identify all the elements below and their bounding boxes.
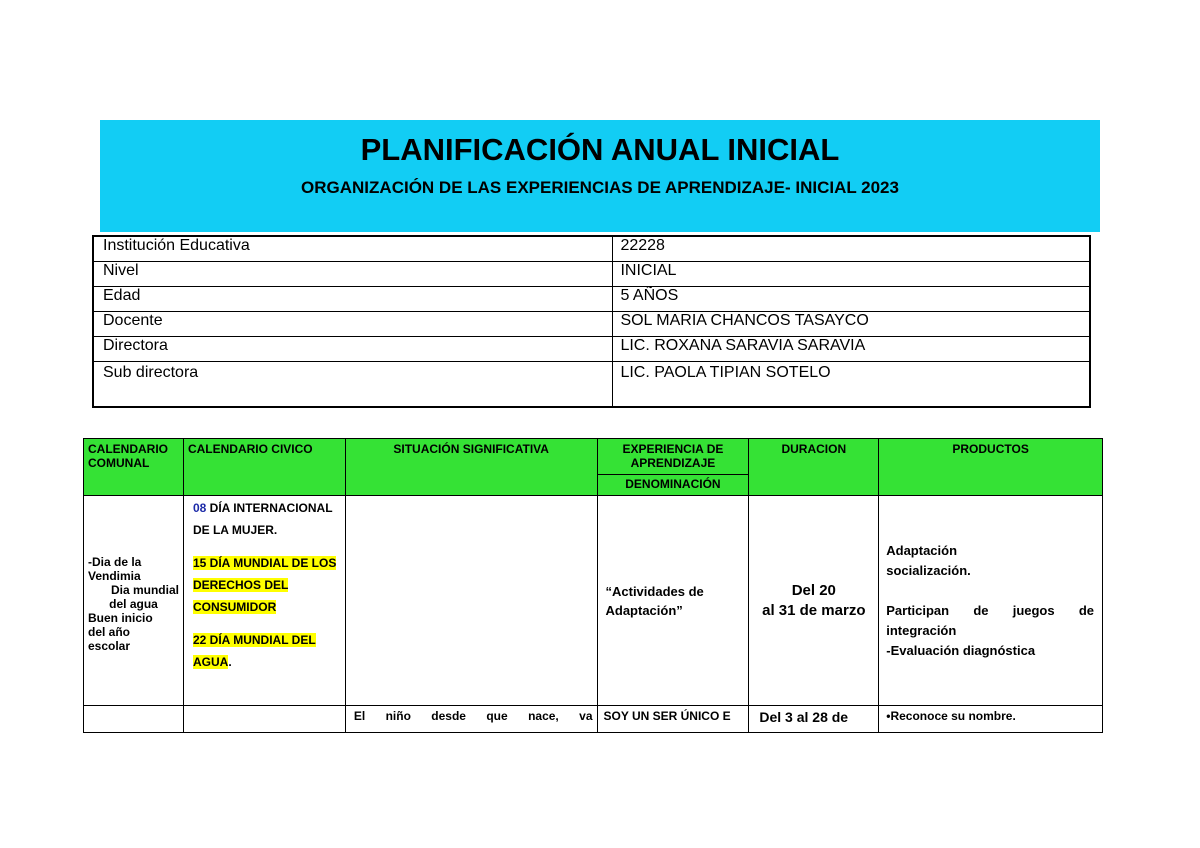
info-label: Sub directora: [93, 362, 613, 408]
table-row: [93, 362, 1090, 408]
info-label: Nivel: [93, 262, 613, 287]
producto-line: Adaptación: [886, 542, 958, 558]
header-duracion: DURACION: [749, 439, 879, 496]
info-table: [92, 235, 1091, 408]
info-value: LIC. PAOLA TIPIAN SOTELO: [613, 362, 1090, 408]
civico-day-number: 08: [192, 501, 207, 515]
producto-text: Participan de juegos de integración: [886, 602, 1094, 638]
header-experiencia: EXPERIENCIA DE APRENDIZAJE: [598, 439, 749, 475]
info-value: 22228: [613, 236, 1090, 262]
cell-experiencia: SOY UN SER ÚNICO E: [597, 706, 749, 733]
civico-highlight: 15 DÍA MUNDIAL DE LOS DERECHOS DEL CONSUMIDOR: [192, 556, 337, 614]
cell-productos: [879, 496, 1103, 706]
civico-item: [193, 497, 341, 541]
comunal-line: del año: [88, 625, 131, 639]
cell-situacion: [345, 496, 597, 706]
experiencia-text: “Actividades de Adaptación”: [605, 583, 704, 618]
civico-item: [193, 629, 341, 673]
comunal-line: Dia mundial: [110, 583, 179, 597]
info-value: SOL MARIA CHANCOS TASAYCO: [613, 312, 1090, 337]
header-experiencia-cell: [597, 439, 749, 496]
table-row: [84, 706, 1103, 733]
info-label: Docente: [93, 312, 613, 337]
cell-duracion: [749, 496, 879, 706]
header-denominacion: DENOMINACIÓN: [625, 477, 721, 491]
header-calendario-civico: CALENDARIO CIVICO: [183, 439, 345, 496]
info-label: Edad: [93, 287, 613, 312]
header-row: [84, 439, 1103, 496]
comunal-line: Vendimia: [88, 569, 141, 583]
producto-line: socialización.: [886, 562, 971, 578]
civico-item: [193, 552, 341, 618]
table-row: [93, 287, 1090, 312]
civico-period: .: [228, 655, 232, 669]
producto-line: -Evaluación diagnóstica: [886, 642, 1036, 658]
cell-experiencia: [597, 496, 749, 706]
table-row: [93, 312, 1090, 337]
page-title: PLANIFICACIÓN ANUAL INICIAL: [360, 132, 840, 167]
info-label: Directora: [93, 337, 613, 362]
cell-civico: [183, 496, 345, 706]
planning-table: [83, 438, 1103, 733]
header-productos: PRODUCTOS: [879, 439, 1103, 496]
info-label: Institución Educativa: [93, 236, 613, 262]
table-row: [93, 337, 1090, 362]
comunal-line: Buen inicio: [88, 611, 153, 625]
header-calendario-comunal: CALENDARIO COMUNAL: [84, 439, 184, 496]
title-banner: [100, 120, 1100, 232]
cell-comunal-empty: [84, 706, 184, 733]
info-value: INICIAL: [613, 262, 1090, 287]
info-value: 5 AÑOS: [613, 287, 1090, 312]
comunal-line: -Dia de la: [88, 555, 142, 569]
cell-civico-empty: [183, 706, 345, 733]
page-subtitle: ORGANIZACIÓN DE LAS EXPERIENCIAS DE APRENDIZAJE- INICIAL 2023: [301, 178, 899, 197]
comunal-line: del agua: [109, 597, 158, 611]
table-row: [84, 496, 1103, 706]
cell-productos: •Reconoce su nombre.: [879, 706, 1103, 733]
duracion-line: Del 20: [791, 581, 836, 599]
cell-situacion: El niño desde que nace, va: [345, 706, 597, 733]
duracion-line: al 31 de marzo: [762, 601, 866, 619]
cell-comunal: [84, 496, 184, 706]
cell-duracion: Del 3 al 28 de: [749, 706, 879, 733]
info-value: LIC. ROXANA SARAVIA SARAVIA: [613, 337, 1090, 362]
producto-line: [886, 601, 1094, 641]
comunal-line: escolar: [88, 639, 131, 653]
table-row: [93, 236, 1090, 262]
header-situacion: SITUACIÓN SIGNIFICATIVA: [345, 439, 597, 496]
table-row: [93, 262, 1090, 287]
civico-highlight: 22 DÍA MUNDIAL DEL AGUA: [192, 633, 316, 669]
civico-text: DÍA INTERNACIONAL DE LA MUJER.: [192, 501, 333, 537]
